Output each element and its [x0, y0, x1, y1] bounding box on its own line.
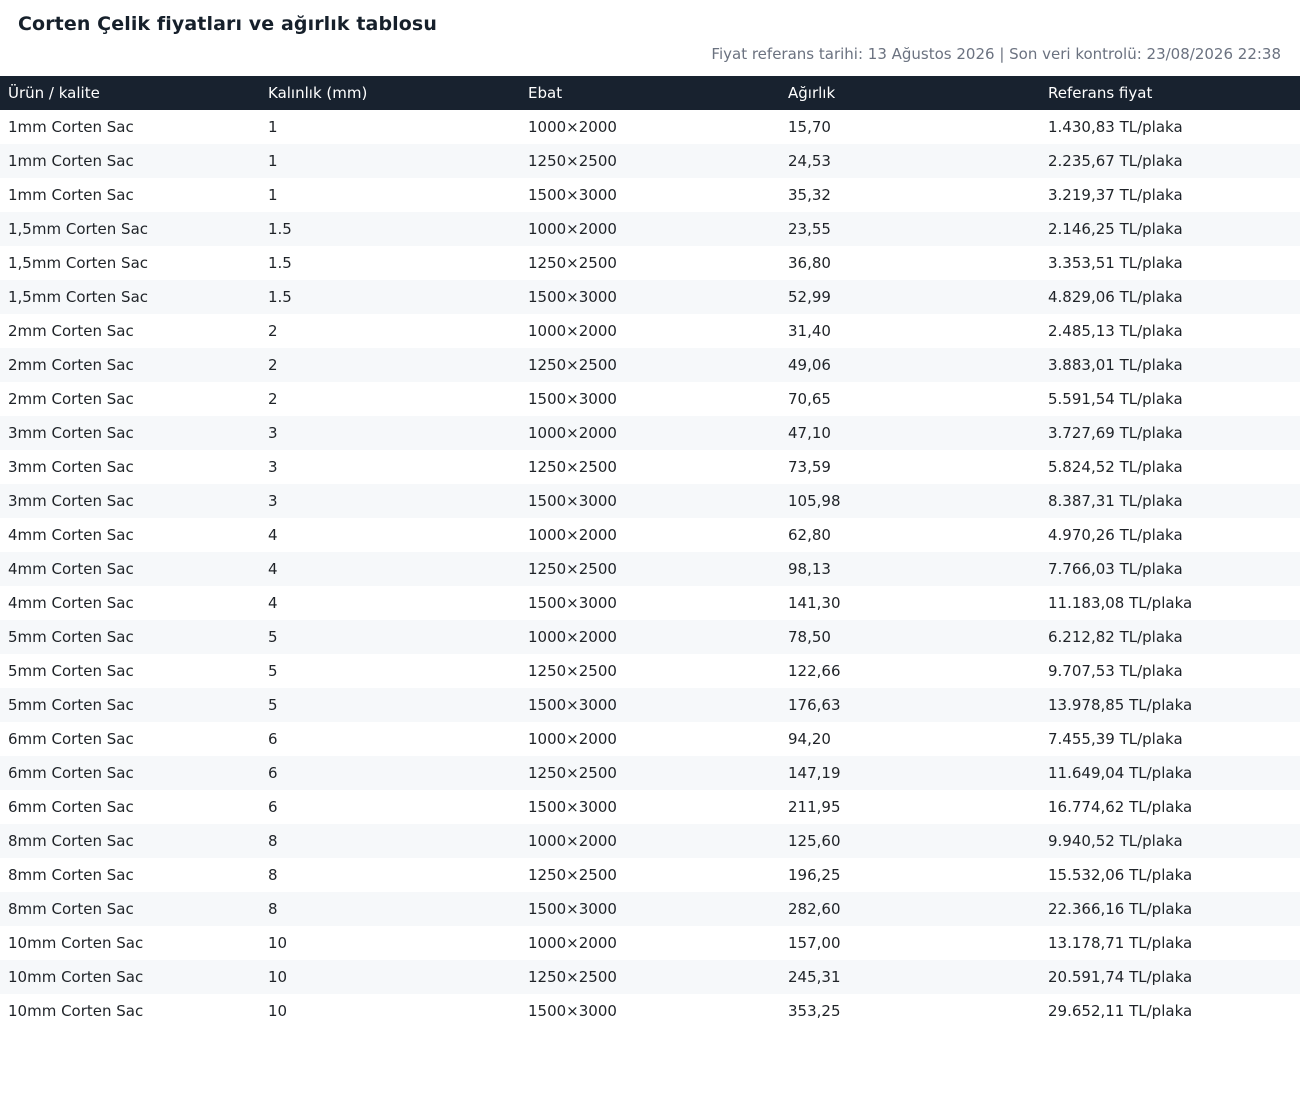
price-cell: 5.591,54 TL/plaka — [1048, 390, 1183, 408]
size-cell: 1000×2000 — [520, 824, 780, 858]
price-cell: 3.219,37 TL/plaka — [1048, 186, 1183, 204]
table-row — [0, 756, 1300, 790]
thickness-cell: 8 — [260, 824, 520, 858]
table-row — [0, 144, 1300, 178]
thickness-cell: 4 — [268, 594, 278, 612]
product-cell: 6mm Corten Sac — [8, 798, 134, 816]
product-cell: 6mm Corten Sac — [8, 730, 134, 748]
price-cell: 16.774,62 TL/plaka — [1048, 798, 1193, 816]
thickness-cell: 4 — [268, 526, 278, 544]
weight-cell: 141,30 — [788, 594, 841, 612]
weight-cell: 31,40 — [788, 322, 831, 340]
size-cell: 1500×3000 — [528, 594, 617, 612]
thickness-cell: 4 — [260, 552, 520, 586]
table-row — [0, 926, 1300, 960]
size-cell: 1500×3000 — [528, 390, 617, 408]
price-cell: 2.485,13 TL/plaka — [1048, 322, 1183, 340]
weight-cell: 36,80 — [788, 254, 831, 272]
price-cell: 2.235,67 TL/plaka — [1040, 144, 1300, 178]
product-cell: 1mm Corten Sac — [0, 144, 260, 178]
product-cell: 3mm Corten Sac — [8, 458, 134, 476]
weight-cell: 176,63 — [780, 688, 1040, 722]
product-cell: 10mm Corten Sac — [0, 960, 260, 994]
size-cell: 1000×2000 — [528, 934, 617, 952]
thickness-cell: 2 — [260, 348, 520, 382]
weight-cell: 94,20 — [788, 730, 831, 748]
column-header-weight: Ağırlık — [780, 76, 1040, 110]
table-row — [0, 586, 1300, 620]
weight-cell: 73,59 — [788, 458, 831, 476]
price-cell: 4.829,06 TL/plaka — [1040, 280, 1300, 314]
size-cell: 1250×2500 — [528, 662, 617, 680]
product-cell: 2mm Corten Sac — [0, 348, 260, 382]
product-cell: 5mm Corten Sac — [0, 688, 260, 722]
size-cell: 1250×2500 — [528, 866, 617, 884]
price-cell: 7.455,39 TL/plaka — [1048, 730, 1183, 748]
thickness-cell: 3 — [260, 484, 520, 518]
price-cell: 7.766,03 TL/plaka — [1040, 552, 1300, 586]
price-cell: 2.146,25 TL/plaka — [1040, 212, 1300, 246]
product-cell: 2mm Corten Sac — [8, 390, 134, 408]
column-header-thickness: Kalınlık (mm) — [260, 76, 520, 110]
table-row — [0, 518, 1300, 552]
table-row — [0, 246, 1300, 280]
thickness-cell: 5 — [268, 662, 278, 680]
table-row — [0, 892, 1300, 926]
size-cell: 1250×2500 — [520, 756, 780, 790]
product-cell: 1,5mm Corten Sac — [0, 280, 260, 314]
table-row — [0, 654, 1300, 688]
weight-cell: 78,50 — [780, 620, 1040, 654]
thickness-cell: 10 — [268, 1002, 288, 1020]
column-header-price: Referans fiyat — [1040, 76, 1300, 110]
product-cell: 4mm Corten Sac — [8, 594, 134, 612]
weight-cell: 282,60 — [780, 892, 1040, 926]
table-row — [0, 348, 1300, 382]
weight-cell: 98,13 — [780, 552, 1040, 586]
weight-cell: 24,53 — [780, 144, 1040, 178]
thickness-cell: 1 — [260, 144, 520, 178]
product-cell: 8mm Corten Sac — [8, 866, 134, 884]
weight-cell: 105,98 — [780, 484, 1040, 518]
thickness-cell: 1.5 — [260, 280, 520, 314]
table-row — [0, 314, 1300, 348]
price-cell: 8.387,31 TL/plaka — [1040, 484, 1300, 518]
product-cell: 5mm Corten Sac — [8, 662, 134, 680]
size-cell: 1500×3000 — [520, 484, 780, 518]
size-cell: 1250×2500 — [528, 254, 617, 272]
weight-cell: 211,95 — [788, 798, 841, 816]
table-row — [0, 620, 1300, 654]
size-cell: 1250×2500 — [520, 348, 780, 382]
price-reference-meta: Fiyat referans tarihi: 13 Ağustos 2026 | Son veri kontrolü: 23/08/2026 22:38 — [711, 45, 1281, 63]
product-cell: 1mm Corten Sac — [8, 118, 134, 136]
weight-cell: 35,32 — [788, 186, 831, 204]
price-cell: 3.727,69 TL/plaka — [1040, 416, 1300, 450]
thickness-cell: 10 — [268, 934, 288, 952]
table-row — [0, 552, 1300, 586]
price-cell: 6.212,82 TL/plaka — [1040, 620, 1300, 654]
size-cell: 1500×3000 — [528, 798, 617, 816]
product-cell: 2mm Corten Sac — [8, 322, 134, 340]
table-row — [0, 858, 1300, 892]
price-cell: 20.591,74 TL/plaka — [1040, 960, 1300, 994]
product-cell: 3mm Corten Sac — [0, 416, 260, 450]
table-row — [0, 450, 1300, 484]
price-cell: 11.183,08 TL/plaka — [1048, 594, 1193, 612]
table-row — [0, 824, 1300, 858]
column-header-size: Ebat — [520, 76, 780, 110]
price-cell: 3.883,01 TL/plaka — [1040, 348, 1300, 382]
size-cell: 1000×2000 — [528, 118, 617, 136]
page-title: Corten Çelik fiyatları ve ağırlık tablosu — [18, 13, 437, 35]
thickness-cell: 3 — [260, 416, 520, 450]
product-cell: 5mm Corten Sac — [0, 620, 260, 654]
weight-cell: 62,80 — [788, 526, 831, 544]
table-row — [0, 416, 1300, 450]
product-cell: 4mm Corten Sac — [8, 526, 134, 544]
size-cell: 1250×2500 — [528, 458, 617, 476]
thickness-cell: 10 — [260, 960, 520, 994]
table-row — [0, 722, 1300, 756]
weight-cell: 147,19 — [780, 756, 1040, 790]
weight-cell: 157,00 — [788, 934, 841, 952]
price-cell: 9.707,53 TL/plaka — [1048, 662, 1183, 680]
table-header-row — [0, 76, 1300, 110]
product-cell: 10mm Corten Sac — [8, 1002, 144, 1020]
thickness-cell: 2 — [268, 322, 278, 340]
size-cell: 1500×3000 — [528, 186, 617, 204]
size-cell: 1500×3000 — [520, 688, 780, 722]
weight-cell: 245,31 — [780, 960, 1040, 994]
table-row — [0, 212, 1300, 246]
size-cell: 1000×2000 — [520, 212, 780, 246]
thickness-cell: 6 — [260, 756, 520, 790]
weight-cell: 196,25 — [788, 866, 841, 884]
thickness-cell: 6 — [268, 798, 278, 816]
weight-cell: 15,70 — [788, 118, 831, 136]
size-cell: 1000×2000 — [520, 620, 780, 654]
price-cell: 13.178,71 TL/plaka — [1048, 934, 1193, 952]
table-row — [0, 688, 1300, 722]
product-cell: 8mm Corten Sac — [0, 892, 260, 926]
table-row — [0, 382, 1300, 416]
thickness-cell: 1 — [268, 118, 278, 136]
thickness-cell: 8 — [268, 866, 278, 884]
size-cell: 1250×2500 — [520, 144, 780, 178]
thickness-cell: 1.5 — [268, 254, 292, 272]
product-cell: 4mm Corten Sac — [0, 552, 260, 586]
size-cell: 1500×3000 — [520, 892, 780, 926]
weight-cell: 23,55 — [780, 212, 1040, 246]
weight-cell: 125,60 — [780, 824, 1040, 858]
size-cell: 1250×2500 — [520, 552, 780, 586]
thickness-cell: 1.5 — [260, 212, 520, 246]
price-cell: 3.353,51 TL/plaka — [1048, 254, 1183, 272]
size-cell: 1000×2000 — [528, 730, 617, 748]
thickness-cell: 2 — [268, 390, 278, 408]
table-header — [0, 76, 1300, 110]
table-row — [0, 178, 1300, 212]
price-cell: 4.970,26 TL/plaka — [1048, 526, 1183, 544]
price-cell: 22.366,16 TL/plaka — [1040, 892, 1300, 926]
column-header-product: Ürün / kalite — [0, 76, 260, 110]
product-cell: 1,5mm Corten Sac — [0, 212, 260, 246]
price-cell: 1.430,83 TL/plaka — [1048, 118, 1183, 136]
table-row — [0, 280, 1300, 314]
product-cell: 3mm Corten Sac — [0, 484, 260, 518]
thickness-cell: 5 — [260, 620, 520, 654]
product-cell: 6mm Corten Sac — [0, 756, 260, 790]
size-cell: 1500×3000 — [520, 280, 780, 314]
table-row — [0, 790, 1300, 824]
price-weight-table — [0, 76, 1300, 1028]
table-row — [0, 960, 1300, 994]
product-cell: 10mm Corten Sac — [8, 934, 144, 952]
table-row — [0, 994, 1300, 1028]
size-cell: 1250×2500 — [520, 960, 780, 994]
product-cell: 1,5mm Corten Sac — [8, 254, 149, 272]
size-cell: 1000×2000 — [528, 526, 617, 544]
price-cell: 9.940,52 TL/plaka — [1040, 824, 1300, 858]
weight-cell: 122,66 — [788, 662, 841, 680]
thickness-cell: 1 — [268, 186, 278, 204]
price-cell: 11.649,04 TL/plaka — [1040, 756, 1300, 790]
price-cell: 5.824,52 TL/plaka — [1048, 458, 1183, 476]
thickness-cell: 3 — [268, 458, 278, 476]
table-row — [0, 484, 1300, 518]
weight-cell: 52,99 — [780, 280, 1040, 314]
size-cell: 1000×2000 — [520, 416, 780, 450]
thickness-cell: 5 — [260, 688, 520, 722]
table-row — [0, 110, 1300, 144]
weight-cell: 49,06 — [780, 348, 1040, 382]
product-cell: 8mm Corten Sac — [0, 824, 260, 858]
weight-cell: 70,65 — [788, 390, 831, 408]
thickness-cell: 8 — [260, 892, 520, 926]
price-cell: 15.532,06 TL/plaka — [1048, 866, 1193, 884]
price-cell: 13.978,85 TL/plaka — [1040, 688, 1300, 722]
weight-cell: 47,10 — [780, 416, 1040, 450]
thickness-cell: 6 — [268, 730, 278, 748]
size-cell: 1000×2000 — [528, 322, 617, 340]
size-cell: 1500×3000 — [528, 1002, 617, 1020]
price-cell: 29.652,11 TL/plaka — [1048, 1002, 1193, 1020]
weight-cell: 353,25 — [788, 1002, 841, 1020]
product-cell: 1mm Corten Sac — [8, 186, 134, 204]
table-body — [0, 110, 1300, 1028]
